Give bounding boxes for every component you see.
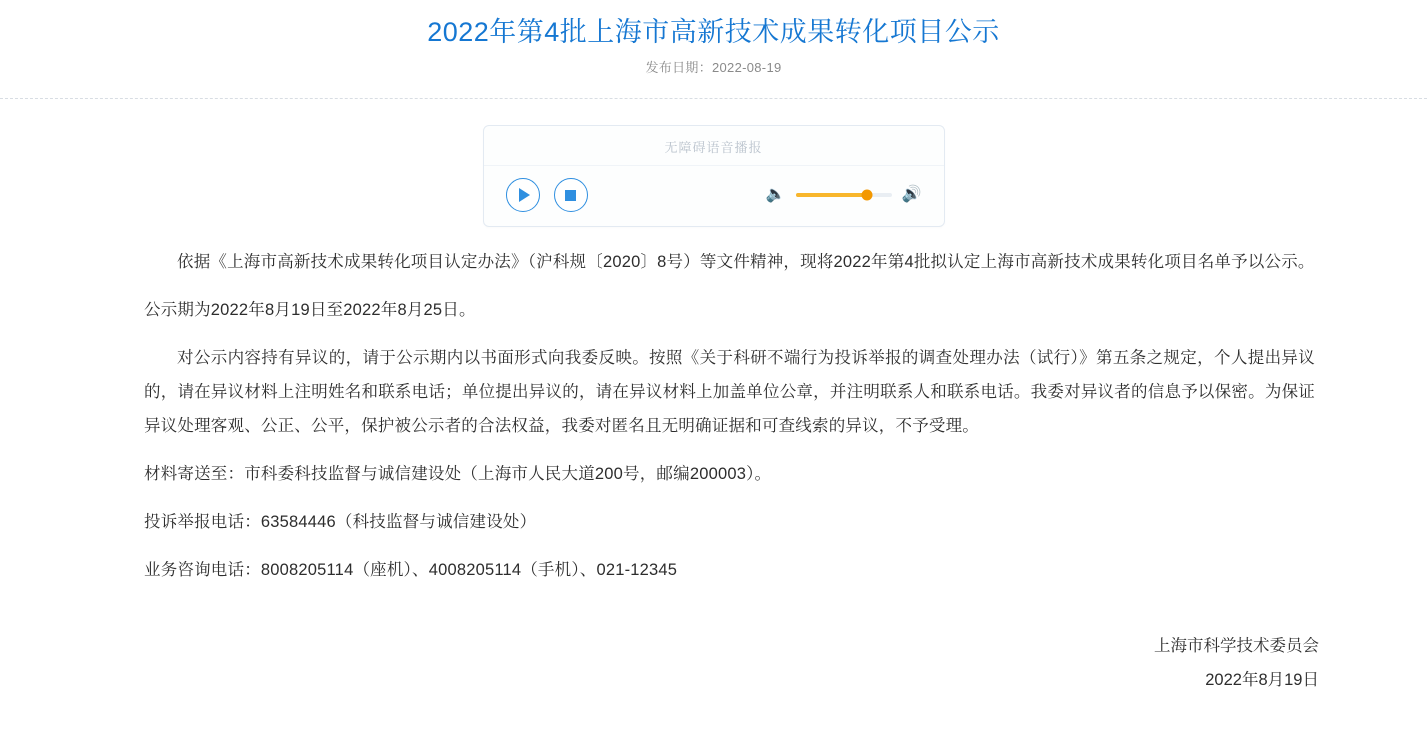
audio-player-title: 无障碍语音播报	[484, 126, 944, 166]
volume-slider-knob[interactable]	[861, 190, 872, 201]
signature-block	[0, 629, 1319, 697]
page-title: 2022年第4批上海市高新技术成果转化项目公示	[427, 17, 1000, 47]
audio-player	[483, 125, 945, 227]
body-paragraph: 投诉举报电话：63584446（科技监督与诚信建设处）	[144, 513, 537, 531]
volume-group	[766, 187, 922, 203]
speaker-on-icon[interactable]: 🔊	[901, 186, 922, 203]
audio-player-controls	[484, 166, 944, 226]
body-paragraph: 对公示内容持有异议的，请于公示期内以书面形式向我委反映。按照《关于科研不端行为投诉举报的调查处理办法（试行）》第五条之规定，个人提出异议的，请在异议材料上注明姓名和联系电话；单位提出异议的，请在异议材料上加盖单位公章，并注明联系人和联系电话。我委对异议者的信息予以保密。为保证异议处理客观、公正、公平，保护被公示者的合法权益，我委对匿名且无明确证据和可查线索的异议，不予受理。	[144, 349, 1315, 435]
header-divider	[0, 98, 1427, 99]
speaker-mute-icon[interactable]: 🔈	[765, 186, 786, 203]
volume-slider-fill	[796, 193, 867, 197]
document-body	[144, 245, 1315, 601]
body-paragraph: 依据《上海市高新技术成果转化项目认定办法》（沪科规〔2020〕8号）等文件精神，现将2022年第4批拟认定上海市高新技术成果转化项目名单予以公示。	[177, 253, 1315, 271]
play-button[interactable]	[506, 178, 540, 212]
body-paragraph: 业务咨询电话：8008205114（座机）、4008205114（手机）、021-12345	[144, 561, 678, 579]
play-icon	[519, 188, 530, 202]
stop-button[interactable]	[554, 178, 588, 212]
signature-org: 上海市科学技术委员会	[1154, 637, 1319, 655]
signature-date: 2022年8月19日	[1205, 671, 1319, 689]
body-paragraph: 公示期为2022年8月19日至2022年8月25日。	[144, 301, 476, 319]
body-paragraph: 材料寄送至：市科委科技监督与诚信建设处（上海市人民大道200号，邮编200003）。	[144, 465, 772, 483]
audio-player-container	[0, 125, 1427, 227]
publish-date: 发布日期：2022-08-19	[645, 60, 782, 75]
stop-icon	[565, 190, 576, 201]
volume-slider[interactable]	[796, 193, 892, 197]
